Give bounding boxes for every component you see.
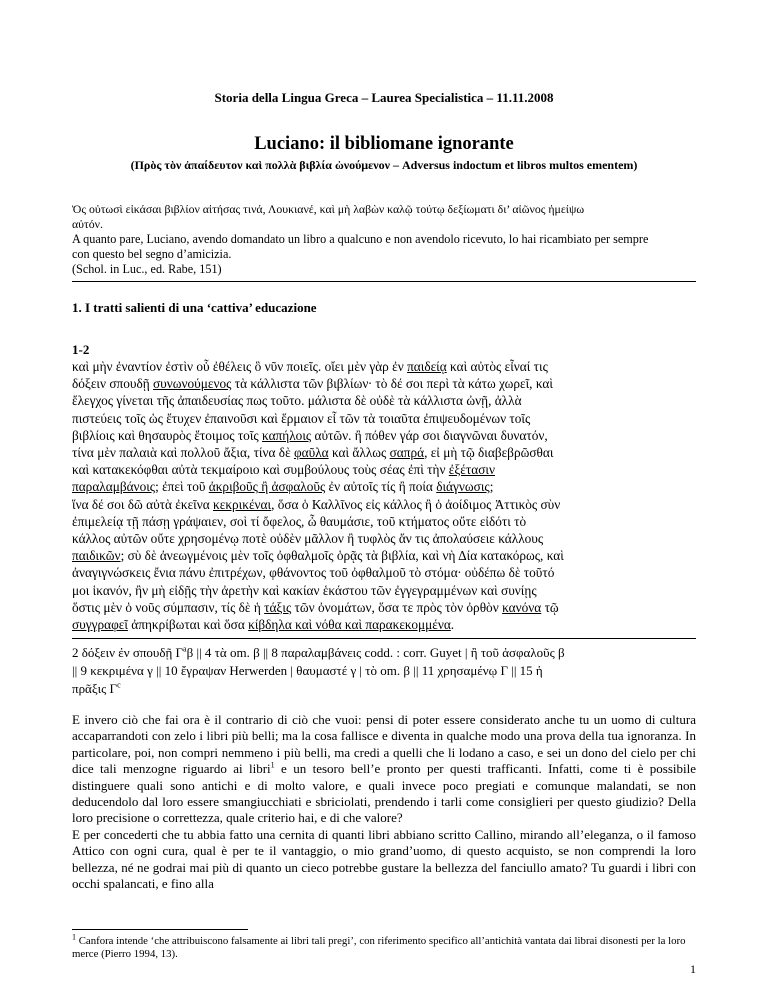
epigraph: [72, 202, 696, 277]
underlined-word: συγγραφεῖ: [72, 617, 128, 633]
greek-line: κάλλος αὐτῶν οὔτε χρησομένῳ ποτὲ οὐδὲν μᾶλλον ἢ τυφλὸς ἄν τις ἀπολαύσειε κάλλους: [72, 531, 544, 547]
apparatus-line: || 9 κεκριμένα γ || 10 ἔγραψαν Herwerden | θαυμαστέ γ | τὸ om. β || 11 χρησαμένῳ Γ || 15 ἡ: [72, 663, 543, 678]
greek-line: παραλαμβάνοις; ἐπεὶ τοῦ ἀκριβοῦς ἢ ἀσφαλοῦς ἐν αὐτοῖς τίς ἢ ποία διάγνωσις;: [72, 479, 494, 495]
apparatus-line: 2 δόξειν ἐν σπουδῇ $\Gamma^a\beta$ || 4 τὰ om. β || 8 παραλαμβάνεις codd. : corr. Guyet | ἢ τοῦ ἀσφαλοῦς β: [72, 644, 565, 660]
underlined-word: κίβδηλα καὶ νόθα καὶ παρακεκομμένα: [248, 617, 451, 633]
footnote-rule: [72, 929, 248, 930]
greek-line: καὶ κατακεκόφθαι αὐτὰ τεκμαίροιο καὶ συμβούλους τοὺς σέας ἐπὶ τὴν ἐξέτασιν: [72, 462, 495, 478]
greek-line: ἵνα δέ σοι δῶ αὐτὰ ἐκεῖνα κεκρικέναι, ὅσα ὁ Καλλῖνος εἰς κάλλος ἢ ὁ ἀοίδιμος Ἀττικὸς σὺν: [72, 496, 561, 512]
greek-line: συγγραφεῖ ἀπηκρίβωται καὶ ὅσα κίβδηλα καὶ νόθα καὶ παρακεκομμένα.: [72, 617, 455, 633]
greek-line: τίνα μὲν παλαιὰ καὶ πολλοῦ ἄξια, τίνα δὲ φαῦλα καὶ ἄλλως σαπρά, εἰ μὴ τῷ διαβεβρῶσθαι: [72, 445, 554, 461]
greek-line: καὶ μὴν ἐναντίον ἐστὶν οὗ ἐθέλεις ὃ νῦν ποιεῖς. οἴει μὲν γὰρ ἐν παιδείᾳ καὶ αὐτὸς εἶναί τις: [72, 359, 548, 374]
underlined-word: διάγνωσις: [436, 479, 490, 495]
greek-line: ἔλεγχος γίνεται τῆς ἀπαιδευσίας πως τοῦτο. μάλιστα δὲ οὐδὲ τὰ κάλλιστα ὠνῇ, ἀλλὰ: [72, 393, 522, 409]
epigraph-translation-line-2: con questo bel segno d’amicizia.: [72, 247, 232, 261]
course-header: Storia della Lingua Greca – Laurea Specialistica – 11.11.2008: [214, 90, 554, 105]
underlined-word: παιδείᾳ: [407, 359, 447, 374]
underlined-word: φαῦλα: [293, 445, 329, 461]
epigraph-translation-line-1: A quanto pare, Luciano, avendo domandato un libro a qualcuno e non avendolo ricevuto, lo hai ricambiato per sempre: [72, 232, 649, 246]
translation-paragraph: E invero ciò che fai ora è il contrario di ciò che vuoi: pensi di poter essere considerato anche tu un uomo di cultura accaparrandoti con zelo i libri più belli; ma la cosa fallisce e diventa in qualche modo una prova della tua ignoranza. In particolare, poi, non compri nemmeno i più belli, ma credi a quelli che li lodano a caso, e sei un dono del cielo per chi dice tali menzogne riguardo ai libri$^1$ e un tesoro bell’e pronto per questi trafficanti. Infatti, come ti è possibile distinguere quali sono antichi e di molto valore, e quali invece poco pregiati e comunque malandati, se non deducendolo dal loro essere smangiucchiati e sbriciolati, prendendo i tarli come consiglieri per questo giudizio? Della loro precisione o correttezza, quale criterio hai, e di che valore?: [72, 712, 696, 826]
epigraph-source: (Schol. in Luc., ed. Rabe, 151): [72, 262, 222, 276]
greek-line: δόξειν σπουδῇ συνωνούμενος τὰ κάλλιστα τῶν βιβλίων· τὸ δέ σοι περὶ τὰ κάτω χωρεῖ, καὶ: [72, 376, 553, 392]
greek-line: ἀναγιγνώσκεις ἔνια πάνυ ἐπιτρέχων, φθάνοντος τοῦ ὀφθαλμοῦ τὸ στόμα· οὐδέπω δὲ τοῦτό: [72, 565, 555, 581]
greek-line: μοι ἱκανόν, ἢν μὴ εἰδῇς τὴν ἀρετὴν καὶ κακίαν ἑκάστου τῶν ἐγγεγραμμένων καὶ συνίῃς: [72, 582, 537, 598]
paragraph-number: 1-2: [72, 342, 90, 357]
page-number: 1: [690, 962, 696, 976]
footnote-ref: 1: [270, 760, 275, 770]
underlined-word: σαπρά: [389, 445, 425, 461]
footnote: [72, 932, 696, 961]
greek-line: παιδικῶν; σὺ δὲ ἀνεωγμένοις μὲν τοῖς ὀφθαλμοῖς ὁρᾷς τὰ βιβλία, καὶ νὴ Δία κατακόρως, καὶ: [72, 548, 564, 564]
epigraph-greek-line-2: αὐτόν.: [72, 217, 103, 231]
underlined-word: παραλαμβάνοις: [72, 479, 156, 495]
underlined-word: κανόνα: [502, 599, 542, 615]
underlined-word: συνωνούμενος: [153, 376, 232, 392]
underlined-word: τάξις: [264, 599, 292, 615]
greek-line: ὅστις μὲν ὁ νοῦς σύμπασιν, τίς δὲ ἡ τάξις τῶν ὀνομάτων, ὅσα τε πρὸς τὸν ὀρθὸν κανόνα τῷ: [72, 599, 559, 615]
greek-line: ἐπιμελείᾳ τῇ πάσῃ γράψαιεν, σοὶ τί ὄφελος, ὦ θαυμάσιε, τοῦ κτήματος οὔτε εἰδότι τὸ: [72, 513, 527, 529]
underlined-word: ἐξέτασιν: [448, 462, 495, 478]
document-title: Luciano: il bibliomane ignorante: [254, 134, 514, 154]
footnote-text: Canfora intende ‘che attribuiscono falsamente ai libri tali pregi’, con riferimento specifico all’antichità vantata dai librai disonesti per la loro merce (Pierro 1994, 13).: [72, 935, 686, 960]
underlined-word: παιδικῶν: [72, 548, 121, 564]
italian-translation: [72, 712, 696, 892]
apparatus-divider: [72, 638, 696, 639]
underlined-word: καπήλοις: [262, 427, 312, 443]
apparatus-line: πρᾶξις $\Gamma^c$: [72, 680, 121, 696]
section-title: 1. I tratti salienti di una ‘cattiva’ educazione: [72, 300, 317, 315]
critical-apparatus: [72, 644, 696, 698]
epigraph-greek-line-1: Ὁς οὐτωσὶ εἰκάσαι βιβλίον αἰτήσας τινά, Λουκιανέ, καὶ μὴ λαβὼν καλῷ τούτῳ δεξίωματι δι’ αἰῶνος ἠμείψω: [72, 202, 585, 216]
translation-paragraph: E per concederti che tu abbia fatto una cernita di quanti libri abbiano scritto Callino, mirando all’eleganza, o il famoso Attico con ogni cura, qual è per te il vantaggio, o mio grand’uomo, di questo acquisto, se non comprendi la loro bellezza, né ne godrai mai più di quanto un cieco potrebbe gustare la bellezza del fanciullo amato? Tu guardi i libri con occhi spalancati, e fino alla: [72, 826, 696, 892]
greek-line: βιβλίοις καὶ θησαυρὸς ἕτοιμος τοῖς καπήλοις αὐτῶν. ἢ πόθεν γάρ σοι διαγνῶναι δυνατόν,: [72, 427, 548, 443]
underlined-word: ἀκριβοῦς ἢ ἀσφαλοῦς: [208, 479, 326, 495]
greek-text: [72, 358, 696, 633]
document-subtitle: (Πρὸς τὸν ἀπαίδευτον καὶ πολλὰ βιβλία ὠνούμενον – Adversus indoctum et libros multos ementem): [130, 158, 638, 172]
section-divider: [72, 281, 696, 282]
greek-line: πιστεύεις τοῖς ὡς ἔτυχεν ἐπαινοῦσι καὶ ἕρμαιον εἶ τῶν τὰ τοιαῦτα ἐπιψευδομένων τοῖς: [72, 410, 531, 426]
footnote-number: 1: [72, 932, 76, 942]
underlined-word: κεκρικέναι: [213, 496, 272, 512]
